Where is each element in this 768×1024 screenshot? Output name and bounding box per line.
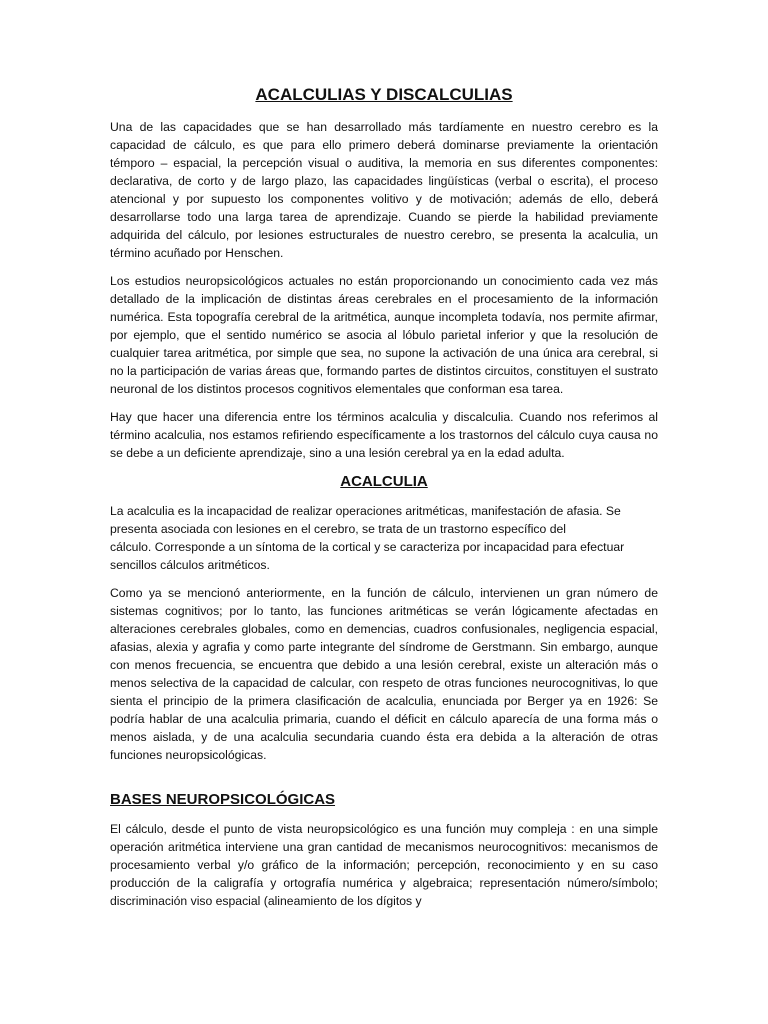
acalculia-paragraph-1-line: sencillos cálculos aritméticos. — [110, 558, 270, 572]
document-page — [110, 84, 658, 920]
bases-paragraph-1: El cálculo, desde el punto de vista neuropsicológico es una función muy compleja : en una simple operación aritmética interviene una gran cantidad de mecanismos neurocognitivos: mecanismos de procesamiento verbal y/o gráfico de la información; percepción, reconocimiento y en su caso producción de la caligrafía y ortografía numérica y algebraica; representación número/símbolo; discriminación viso espacial (alineamiento de los dígitos y — [110, 822, 658, 908]
section-heading-acalculia: ACALCULIA — [340, 473, 428, 490]
intro-paragraph-2: Los estudios neuropsicológicos actuales no están proporcionando un conocimiento cada vez más detallado de la implicación de distintas áreas cerebrales en el procesamiento de la información numérica. Esta topografía cerebral de la aritmética, aunque incompleta todavía, nos permite afirmar, por ejemplo, que el sentido numérico se asocia al lóbulo parietal inferior y que la resolución de cualquier tarea aritmética, por simple que sea, no supone la activación de una única ara cerebral, si no la participación de varias áreas que, formando partes de distintos circuitos, constituyen el sustrato neuronal de los distintos procesos cognitivos elementales que conforman esa tarea. — [110, 274, 658, 396]
acalculia-paragraph-1-line: cálculo. Corresponde a un síntoma de la cortical y se caracteriza por incapacidad para efectuar — [110, 540, 625, 554]
intro-paragraph-3: Hay que hacer una diferencia entre los términos acalculia y discalculia. Cuando nos referimos al término acalculia, nos estamos refiriendo específicamente a los trastornos del cálculo cuya causa no se debe a un deficiente aprendizaje, sino a una lesión cerebral ya en la edad adulta. — [110, 410, 658, 460]
intro-paragraph-1: Una de las capacidades que se han desarrollado más tardíamente en nuestro cerebro es la capacidad de cálculo, es que para ello primero deberá dominarse previamente la orientación témporo – espacial, la percepción visual o auditiva, la memoria en sus diferentes componentes: declarativa, de corto y de largo plazo, las capacidades lingüísticas (verbal o escrita), el proceso atencional y por supuesto los componentes volitivo y de motivación; además de ello, deberá desarrollarse todo una larga tarea de aprendizaje. Cuando se pierde la habilidad previamente adquirida del cálculo, por lesiones estructurales de nuestro cerebro, se presenta la acalculia, un término acuñado por Henschen. — [110, 120, 658, 260]
acalculia-paragraph-1 — [110, 502, 658, 574]
acalculia-paragraph-2: Como ya se mencionó anteriormente, en la función de cálculo, intervienen un gran número de sistemas cognitivos; por lo tanto, las funciones aritméticas se verán lógicamente afectadas en alteraciones cerebrales globales, como en demencias, cuadros confusionales, negligencia espacial, afasias, alexia y agrafia y como parte integrante del síndrome de Gerstmann. Sin embargo, aunque con menos frecuencia, se encuentra que debido a una lesión cerebral, existe un alteración más o menos selectiva de la capacidad de calcular, con respeto de otras funciones neurocognitivas, lo que sienta el principio de la primera clasificación de acalculia, enunciada por Berger ya en 1926: Se podría hablar de una acalculia primaria, cuando el déficit en cálculo aparecía de una forma más o menos aislada, y de una acalculia secundaria cuando ésta era debida a la alteración de otras funciones neuropsicológicas. — [110, 586, 658, 762]
document-title: ACALCULIAS Y DISCALCULIAS — [255, 85, 513, 104]
acalculia-paragraph-1-line: La acalculia es la incapacidad de realizar operaciones aritméticas, manifestación de afasia. Se — [110, 504, 621, 518]
acalculia-paragraph-1-line: presenta asociada con lesiones en el cerebro, se trata de un trastorno específico del — [110, 522, 566, 536]
section-heading-bases: BASES NEUROPSICOLÓGICAS — [110, 791, 336, 808]
